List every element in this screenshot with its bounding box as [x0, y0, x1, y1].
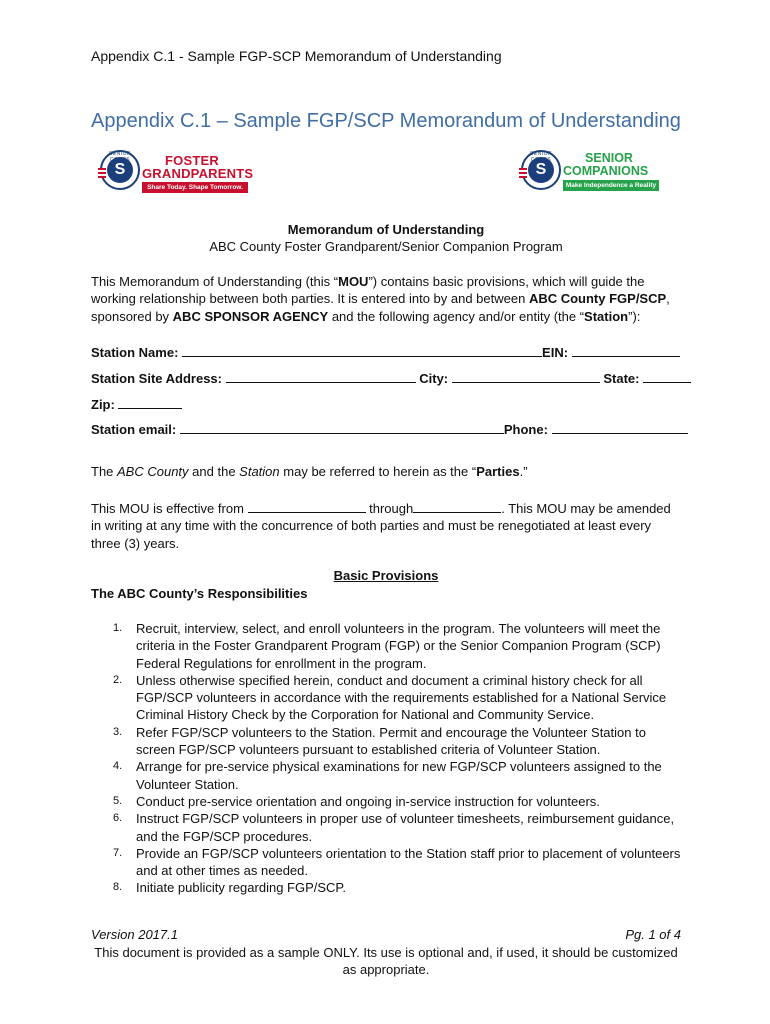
footer-version: Version 2017.1 [91, 927, 178, 942]
email-label: Station email: [91, 422, 177, 437]
senior-companions-logo [521, 148, 661, 196]
mou-heading: Memorandum of Understanding [287, 222, 485, 237]
effective-through-field[interactable] [413, 499, 501, 513]
list-item: 4. Arrange for pre-service physical examinations for new FGP/SCP volunteers assigned to the Volunteer Station. [113, 759, 662, 792]
running-header: Appendix C.1 - Sample FGP-SCP Memorandum of Understanding [91, 48, 502, 64]
phone-label: Phone: [503, 422, 548, 437]
foster-grandparents-logo [100, 148, 254, 196]
intro-paragraph: This Memorandum of Understanding (this “MOU”) contains basic provisions, which will guide the working relationship between both parties. It is entered into by and between ABC County FGP/SCP, sponsored by ABC SPONSOR AGENCY and the following agency and/or entity (the “Station”): [91, 274, 670, 324]
list-item: 6. Instruct FGP/SCP volunteers in proper use of volunteer timesheets, reimbursement guidance, and the FGP/SCP procedures. [113, 811, 675, 844]
flag-icon [98, 168, 106, 178]
parties-paragraph: The ABC County and the Station may be referred to herein as the “Parties.” [91, 464, 528, 479]
station-name-field[interactable] [182, 343, 542, 357]
phone-field[interactable] [552, 420, 688, 434]
mou-subheading: ABC County Foster Grandparent/Senior Companion Program [209, 239, 563, 254]
list-item: 2. Unless otherwise specified herein, conduct and document a criminal history check for all FGP/SCP volunteers in accordance with the requirements established for a National Service Criminal History Check by the Corporation for National and Community Service. [113, 672, 667, 723]
responsibilities-list [91, 620, 681, 897]
station-name-label: Station Name: [91, 345, 179, 360]
ein-label: EIN: [542, 345, 569, 360]
list-item: 8. Initiate publicity regarding FGP/SCP. [113, 880, 347, 896]
scp-tagline: Make Independence a Reality [563, 180, 659, 191]
list-item: 7. Provide an FGP/SCP volunteers orientation to the Station staff prior to placement of volunteers and at other times as needed. [113, 845, 681, 879]
zip-row [91, 395, 182, 412]
state-field[interactable] [643, 369, 691, 383]
basic-provisions-heading: Basic Provisions [333, 568, 439, 583]
responsibilities-heading: The ABC County’s Responsibilities [91, 586, 308, 601]
ein-field[interactable] [572, 343, 680, 357]
senior-corps-seal-icon: SENIOR S [100, 150, 140, 190]
station-name-row [91, 343, 680, 360]
list-item: 3. Refer FGP/SCP volunteers to the Station. Permit and encourage the Volunteer Station to screen FGP/SCP volunteers pursuant to established criteria of Volunteer Station. [113, 724, 646, 758]
footer-page-number: Pg. 1 of 4 [625, 927, 681, 942]
effective-paragraph: This MOU is effective from through . This MOU may be amended in writing at any time with the concurrence of both parties and must be renegotiated at least every three (3) years. [91, 501, 671, 551]
list-item: 1. Recruit, interview, select, and enroll volunteers in the program. The volunteers will meet the criteria in the Foster Grandparent Program (FGP) or the Senior Companion Program (SCP) Federal Regulations for enrollment in the program. [113, 621, 661, 671]
email-row [91, 420, 688, 437]
senior-corps-seal-icon: SENIOR S [521, 150, 561, 190]
site-address-row [91, 369, 691, 386]
flag-icon [519, 168, 527, 178]
email-field[interactable] [180, 420, 504, 434]
city-label: City: [419, 371, 449, 386]
fgp-tagline: Share Today. Shape Tomorrow. [142, 182, 248, 193]
footer-note: This document is provided as a sample ONLY. Its use is optional and, if used, it should be customized as appropriate. [94, 945, 678, 978]
list-item: 5. Conduct pre-service orientation and ongoing in-service instruction for volunteers. [113, 793, 600, 809]
fgp-logo-name: FOSTER GRANDPARENTS [142, 153, 254, 181]
site-address-label: Station Site Address: [91, 371, 222, 386]
zip-label: Zip: [91, 397, 115, 412]
scp-logo-name: SENIOR COMPANIONS [563, 151, 649, 178]
effective-from-field[interactable] [248, 499, 366, 513]
zip-field[interactable] [118, 395, 182, 409]
page-title: Appendix C.1 – Sample FGP/SCP Memorandum of Understanding [91, 110, 681, 132]
site-address-field[interactable] [226, 369, 416, 383]
state-label: State: [603, 371, 640, 386]
city-field[interactable] [452, 369, 600, 383]
